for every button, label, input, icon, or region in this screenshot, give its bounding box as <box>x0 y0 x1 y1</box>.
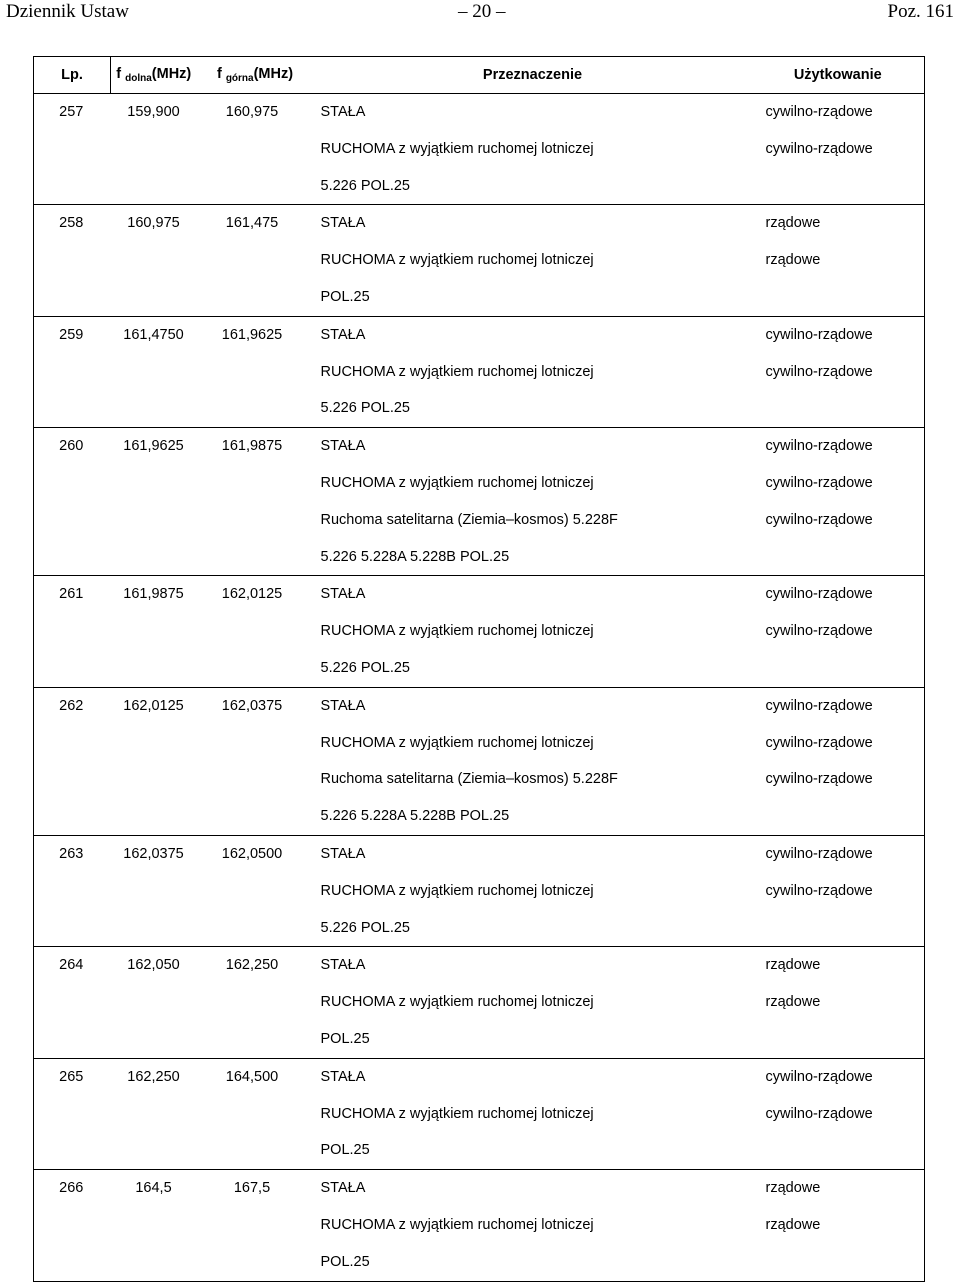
cell-f-gorna <box>197 947 314 1058</box>
przeznaczenie-line: STAŁA <box>320 104 366 120</box>
uzytkowanie-line: cywilno-rządowe <box>765 1105 873 1122</box>
uzytkowanie-line: cywilno-rządowe <box>765 438 873 455</box>
f-gorna-value: 162,0500 <box>221 845 283 862</box>
lp-value: 262 <box>59 697 84 714</box>
lp-value: 265 <box>59 1068 84 1085</box>
f-dolna-value: 161,9625 <box>123 438 184 455</box>
cell-f-gorna <box>197 428 314 576</box>
table-row <box>34 835 925 946</box>
table-header-row <box>34 57 925 94</box>
przeznaczenie-line: STAŁA <box>320 586 366 603</box>
lp-value: 258 <box>59 215 84 232</box>
f-gorna-value: 161,475 <box>225 215 279 232</box>
table-row <box>34 428 925 576</box>
table-row <box>34 205 925 316</box>
uzytkowanie-line: cywilno-rządowe <box>765 1068 873 1085</box>
uzytkowanie-line: cywilno-rządowe <box>765 104 873 120</box>
page-header <box>0 0 960 26</box>
table-row <box>34 94 925 205</box>
cell-f-gorna <box>197 687 314 835</box>
uzytkowanie-line: cywilno-rządowe <box>765 623 873 640</box>
uzytkowanie-line: cywilno-rządowe <box>765 326 873 343</box>
cell-przeznaczenie <box>314 576 752 687</box>
przeznaczenie-line: RUCHOMA z wyjątkiem ruchomej lotniczej <box>320 734 594 751</box>
f-dolna-value: 162,050 <box>127 957 180 974</box>
cell-przeznaczenie <box>314 205 752 316</box>
table-body <box>34 94 925 1282</box>
column-header-uzytkowanie: Użytkowanie <box>752 57 925 94</box>
cell-f-gorna <box>197 1058 314 1169</box>
uzytkowanie-line: rządowe <box>765 252 821 269</box>
cell-f-gorna <box>197 1170 314 1281</box>
f-dolna-value: 159,900 <box>127 104 180 120</box>
cell-f-dolna <box>111 835 197 946</box>
uzytkowanie-line: cywilno-rządowe <box>765 474 873 491</box>
przeznaczenie-line: STAŁA <box>320 215 366 232</box>
uzytkowanie-line: cywilno-rządowe <box>765 771 873 788</box>
przeznaczenie-line: RUCHOMA z wyjątkiem ruchomej lotniczej <box>320 1216 594 1233</box>
cell-uzytkowanie <box>752 428 925 576</box>
table-row <box>34 947 925 1058</box>
f-dolna-value: 160,975 <box>127 215 180 232</box>
przeznaczenie-line: POL.25 <box>320 1142 370 1159</box>
przeznaczenie-line: POL.25 <box>320 1253 370 1270</box>
cell-przeznaczenie <box>314 428 752 576</box>
przeznaczenie-line: 5.226 POL.25 <box>320 177 410 194</box>
przeznaczenie-line: RUCHOMA z wyjątkiem ruchomej lotniczej <box>320 474 594 491</box>
cell-f-gorna <box>197 205 314 316</box>
f-dolna-value: 164,5 <box>135 1180 172 1197</box>
cell-f-dolna <box>111 947 197 1058</box>
uzytkowanie-line: cywilno-rządowe <box>765 697 873 714</box>
column-header-f-dolna: f $_{dolna}$(MHz) <box>111 57 197 94</box>
cell-przeznaczenie <box>314 94 752 205</box>
cell-f-gorna <box>197 835 314 946</box>
f-dolna-value: 161,9875 <box>123 586 184 603</box>
uzytkowanie-line: cywilno-rządowe <box>765 734 873 751</box>
uzytkowanie-line: cywilno-rządowe <box>765 845 873 862</box>
table-row <box>34 1170 925 1281</box>
f-dolna-value: 161,4750 <box>123 326 184 343</box>
przeznaczenie-line: 5.226 POL.25 <box>320 919 410 936</box>
column-header-f-gorna: f $_{górna}$(MHz) <box>197 57 314 94</box>
przeznaczenie-line: STAŁA <box>320 326 366 343</box>
cell-uzytkowanie <box>752 205 925 316</box>
przeznaczenie-line: Ruchoma satelitarna (Ziemia–kosmos) 5.228F <box>320 511 618 528</box>
uzytkowanie-line: cywilno-rządowe <box>765 140 873 157</box>
f-gorna-value: 162,0125 <box>221 586 283 603</box>
cell-f-dolna <box>111 1058 197 1169</box>
lp-value: 259 <box>59 326 84 343</box>
cell-lp <box>34 835 111 946</box>
przeznaczenie-line: RUCHOMA z wyjątkiem ruchomej lotniczej <box>320 363 594 380</box>
column-header-lp: Lp. <box>34 57 111 94</box>
lp-value: 261 <box>59 586 84 603</box>
frequency-allocation-table <box>33 56 925 1282</box>
cell-uzytkowanie <box>752 316 925 427</box>
lp-value: 266 <box>59 1180 84 1197</box>
cell-f-dolna <box>111 1170 197 1281</box>
przeznaczenie-line: RUCHOMA z wyjątkiem ruchomej lotniczej <box>320 140 594 157</box>
lp-value: 264 <box>59 957 84 974</box>
uzytkowanie-line: cywilno-rządowe <box>765 363 873 380</box>
f-gorna-value: 162,0375 <box>221 697 283 714</box>
przeznaczenie-line: Ruchoma satelitarna (Ziemia–kosmos) 5.228F <box>320 771 618 788</box>
przeznaczenie-line: RUCHOMA z wyjątkiem ruchomej lotniczej <box>320 882 594 899</box>
przeznaczenie-line: 5.226 5.228A 5.228B POL.25 <box>320 548 510 565</box>
table-row <box>34 316 925 427</box>
uzytkowanie-line: rządowe <box>765 994 821 1011</box>
cell-uzytkowanie <box>752 947 925 1058</box>
cell-f-gorna <box>197 576 314 687</box>
column-header-przeznaczenie: Przeznaczenie <box>314 57 752 94</box>
przeznaczenie-line: RUCHOMA z wyjątkiem ruchomej lotniczej <box>320 994 594 1011</box>
cell-lp <box>34 205 111 316</box>
cell-lp <box>34 576 111 687</box>
przeznaczenie-line: STAŁA <box>320 438 366 455</box>
przeznaczenie-line: STAŁA <box>320 697 366 714</box>
cell-przeznaczenie <box>314 1170 752 1281</box>
przeznaczenie-line: POL.25 <box>320 1030 370 1047</box>
cell-lp <box>34 94 111 205</box>
lp-value: 257 <box>59 104 84 120</box>
przeznaczenie-line: STAŁA <box>320 1068 366 1085</box>
page-number: – 20 – <box>458 1 506 22</box>
cell-lp <box>34 687 111 835</box>
uzytkowanie-line: cywilno-rządowe <box>765 882 873 899</box>
cell-przeznaczenie <box>314 1058 752 1169</box>
przeznaczenie-line: 5.226 POL.25 <box>320 400 410 417</box>
przeznaczenie-line: STAŁA <box>320 845 366 862</box>
f-gorna-value: 161,9875 <box>221 438 283 455</box>
table-row <box>34 687 925 835</box>
cell-uzytkowanie <box>752 94 925 205</box>
lp-value: 263 <box>59 845 84 862</box>
table-row <box>34 1058 925 1169</box>
cell-lp <box>34 1170 111 1281</box>
cell-przeznaczenie <box>314 947 752 1058</box>
cell-przeznaczenie <box>314 835 752 946</box>
f-gorna-value: 160,975 <box>225 104 279 120</box>
uzytkowanie-line: cywilno-rządowe <box>765 511 873 528</box>
f-gorna-value: 164,500 <box>225 1068 279 1085</box>
uzytkowanie-line: rządowe <box>765 1216 821 1233</box>
cell-f-dolna <box>111 576 197 687</box>
uzytkowanie-line: rządowe <box>765 957 821 974</box>
cell-uzytkowanie <box>752 1170 925 1281</box>
przeznaczenie-line: POL.25 <box>320 288 370 305</box>
lp-value: 260 <box>59 438 84 455</box>
przeznaczenie-line: STAŁA <box>320 957 366 974</box>
przeznaczenie-line: RUCHOMA z wyjątkiem ruchomej lotniczej <box>320 623 594 640</box>
position-number: Poz. 161 <box>887 1 954 22</box>
przeznaczenie-line: RUCHOMA z wyjątkiem ruchomej lotniczej <box>320 252 594 269</box>
cell-przeznaczenie <box>314 687 752 835</box>
cell-f-gorna <box>197 94 314 205</box>
cell-uzytkowanie <box>752 576 925 687</box>
cell-f-dolna <box>111 687 197 835</box>
uzytkowanie-line: rządowe <box>765 1180 821 1197</box>
cell-przeznaczenie <box>314 316 752 427</box>
przeznaczenie-line: 5.226 5.228A 5.228B POL.25 <box>320 808 510 825</box>
cell-f-dolna <box>111 94 197 205</box>
f-gorna-value: 167,5 <box>233 1180 271 1197</box>
cell-f-dolna <box>111 428 197 576</box>
cell-f-dolna <box>111 205 197 316</box>
cell-uzytkowanie <box>752 1058 925 1169</box>
f-dolna-value: 162,0125 <box>123 697 184 714</box>
cell-lp <box>34 428 111 576</box>
przeznaczenie-line: 5.226 POL.25 <box>320 659 410 676</box>
journal-title: Dziennik Ustaw <box>6 1 129 22</box>
uzytkowanie-line: cywilno-rządowe <box>765 586 873 603</box>
cell-f-dolna <box>111 316 197 427</box>
f-dolna-value: 162,250 <box>127 1068 180 1085</box>
table-row <box>34 576 925 687</box>
cell-lp <box>34 947 111 1058</box>
cell-lp <box>34 1058 111 1169</box>
f-gorna-value: 161,9625 <box>221 326 283 343</box>
cell-f-gorna <box>197 316 314 427</box>
cell-uzytkowanie <box>752 687 925 835</box>
f-dolna-value: 162,0375 <box>123 845 184 862</box>
uzytkowanie-line: rządowe <box>765 215 821 232</box>
cell-lp <box>34 316 111 427</box>
f-gorna-value: 162,250 <box>225 957 279 974</box>
cell-uzytkowanie <box>752 835 925 946</box>
przeznaczenie-line: RUCHOMA z wyjątkiem ruchomej lotniczej <box>320 1105 594 1122</box>
przeznaczenie-line: STAŁA <box>320 1180 366 1197</box>
